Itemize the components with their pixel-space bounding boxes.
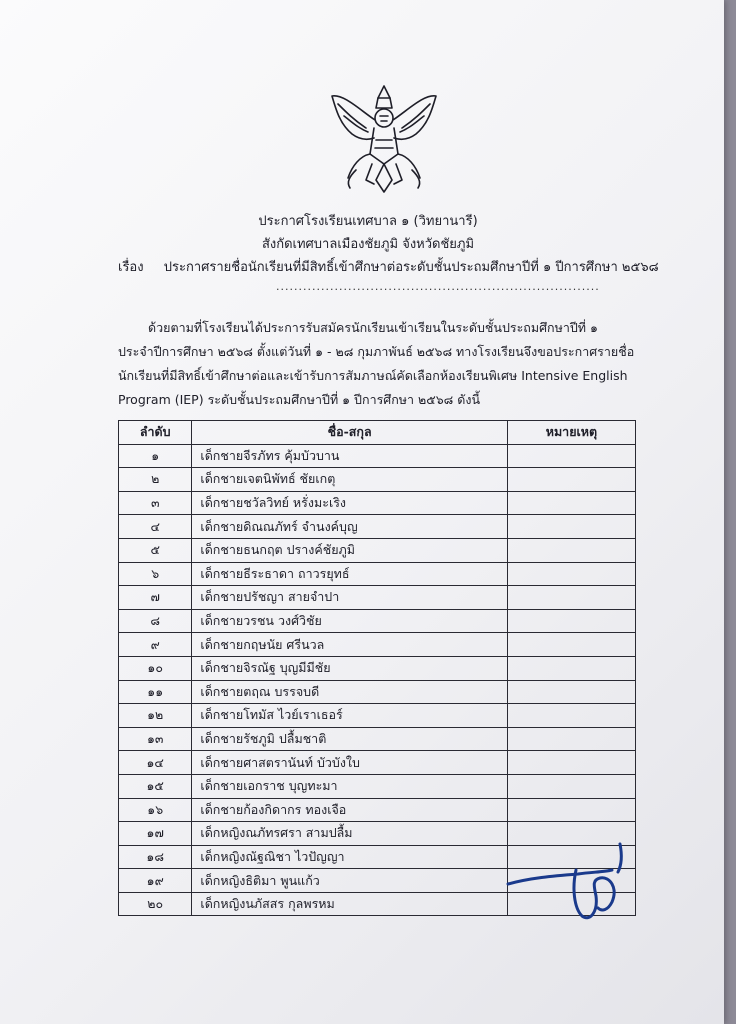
row-order-number: ๘: [119, 609, 192, 633]
table-row: [119, 515, 636, 539]
subject-text: ประกาศรายชื่อนักเรียนที่มีสิทธิ์เข้าศึกษาต่อระดับชั้นประถมศึกษาปีที่ ๑ ปีการศึกษา ๒๕๖๘: [163, 260, 659, 275]
row-student-name: เด็กชายก้องกิดากร ทองเจือ: [192, 798, 507, 822]
table-row: [119, 586, 636, 610]
table-row: [119, 491, 636, 515]
subject-line: [118, 256, 659, 277]
row-order-number: ๗: [119, 586, 192, 610]
row-student-name: เด็กชายรัชภูมิ ปลื้มชาติ: [192, 727, 507, 751]
row-student-name: เด็กชายเอกราช บุญทะมา: [192, 774, 507, 798]
row-note: [507, 491, 635, 515]
table-row: [119, 774, 636, 798]
signature-mark: [500, 832, 640, 932]
table-row: [119, 704, 636, 728]
row-student-name: เด็กชายศาสตรานันท์ บัวบังใบ: [192, 751, 507, 775]
body-line-1: ด้วยตามที่โรงเรียนได้ประการรับสมัครนักเรียนเข้าเรียนในระดับชั้นประถมศึกษาปีที่ ๑: [148, 320, 598, 335]
affiliation-line: สังกัดเทศบาลเมืองชัยภูมิ จังหวัดชัยภูมิ: [261, 237, 475, 252]
row-student-name: เด็กหญิงธิติมา พูนแก้ว: [192, 869, 507, 893]
table-row: [119, 751, 636, 775]
row-student-name: เด็กชายจิรณัฐ บุญมีมีชัย: [192, 656, 507, 680]
row-note: [507, 656, 635, 680]
row-order-number: ๑: [119, 444, 192, 468]
row-note: [507, 468, 635, 492]
row-note: [507, 798, 635, 822]
row-student-name: เด็กชายตฤณ บรรจบดี: [192, 680, 507, 704]
row-order-number: ๑๖: [119, 798, 192, 822]
table-row: [119, 468, 636, 492]
row-note: [507, 538, 635, 562]
row-student-name: เด็กชายกฤษนัย ศรีนวล: [192, 633, 507, 657]
subject-label: เรื่อง: [118, 260, 144, 275]
row-order-number: ๑๗: [119, 822, 192, 846]
row-note: [507, 562, 635, 586]
row-note: [507, 751, 635, 775]
row-note: [507, 727, 635, 751]
separator-dots: ........................................................................: [276, 280, 600, 293]
table-row: [119, 727, 636, 751]
row-student-name: เด็กหญิงณภัทรศรา สามปลื้ม: [192, 822, 507, 846]
announcement-title: ประกาศโรงเรียนเทศบาล ๑ (วิทยานารี): [258, 214, 478, 229]
row-student-name: เด็กหญิงนภัสสร กุลพรหม: [192, 892, 507, 916]
row-order-number: ๒: [119, 468, 192, 492]
row-student-name: เด็กชายจีรภัทร คุ้มบัวบาน: [192, 444, 507, 468]
row-student-name: เด็กชายวรชน วงศ์วิชัย: [192, 609, 507, 633]
row-order-number: ๑๓: [119, 727, 192, 751]
table-row: [119, 680, 636, 704]
row-student-name: เด็กชายดิณณภัทร์ จำนงค์บุญ: [192, 515, 507, 539]
row-order-number: ๒๐: [119, 892, 192, 916]
row-order-number: ๖: [119, 562, 192, 586]
body-line-4: Program (IEP) ระดับชั้นประถมศึกษาปีที่ ๑ ปีการศึกษา ๒๕๖๘ ดังนี้: [118, 392, 481, 407]
table-header-row: [119, 421, 636, 445]
row-order-number: ๑๔: [119, 751, 192, 775]
body-line-3: นักเรียนที่มีสิทธิ์เข้าศึกษาต่อและเข้ารับการสัมภาษณ์คัดเลือกห้องเรียนพิเศษ Intensive English: [118, 368, 628, 383]
row-order-number: ๕: [119, 538, 192, 562]
row-order-number: ๑๘: [119, 845, 192, 869]
row-note: [507, 704, 635, 728]
row-order-number: ๙: [119, 633, 192, 657]
row-student-name: เด็กชายเจตนิพัทธ์ ชัยเกตุ: [192, 468, 507, 492]
header-note: หมายเหตุ: [507, 421, 635, 445]
row-order-number: ๑๐: [119, 656, 192, 680]
row-note: [507, 515, 635, 539]
table-row: [119, 609, 636, 633]
row-note: [507, 774, 635, 798]
table-row: [119, 798, 636, 822]
row-order-number: ๑๑: [119, 680, 192, 704]
row-order-number: ๑๕: [119, 774, 192, 798]
row-note: [507, 586, 635, 610]
table-row: [119, 562, 636, 586]
row-note: [507, 633, 635, 657]
body-line-2: ประจำปีการศึกษา ๒๕๖๘ ตั้งแต่วันที่ ๑ - ๒๘ กุมภาพันธ์ ๒๕๖๘ ทางโรงเรียนจึงขอประกาศรายชื่อ: [118, 344, 635, 359]
row-order-number: ๑๙: [119, 869, 192, 893]
header-order: ลำดับ: [119, 421, 192, 445]
row-student-name: เด็กชายธนกฤต ปรางค์ชัยภูมิ: [192, 538, 507, 562]
row-order-number: ๓: [119, 491, 192, 515]
header-name: ชื่อ-สกุล: [192, 421, 507, 445]
table-row: [119, 656, 636, 680]
row-student-name: เด็กชายธีระธาดา ถาวรยุทธ์: [192, 562, 507, 586]
row-student-name: เด็กชายชวัลวิทย์ หรั่งมะเริง: [192, 491, 507, 515]
table-row: [119, 444, 636, 468]
row-order-number: ๔: [119, 515, 192, 539]
row-order-number: ๑๒: [119, 704, 192, 728]
table-row: [119, 633, 636, 657]
table-row: [119, 538, 636, 562]
row-note: [507, 609, 635, 633]
garuda-emblem-icon: [326, 80, 442, 198]
row-note: [507, 680, 635, 704]
row-student-name: เด็กหญิงณัฐณิชา ไวปัญญา: [192, 845, 507, 869]
row-student-name: เด็กชายโทมัส ไวย์เราเธอร์: [192, 704, 507, 728]
row-student-name: เด็กชายปรัชญา สายจำปา: [192, 586, 507, 610]
row-note: [507, 444, 635, 468]
